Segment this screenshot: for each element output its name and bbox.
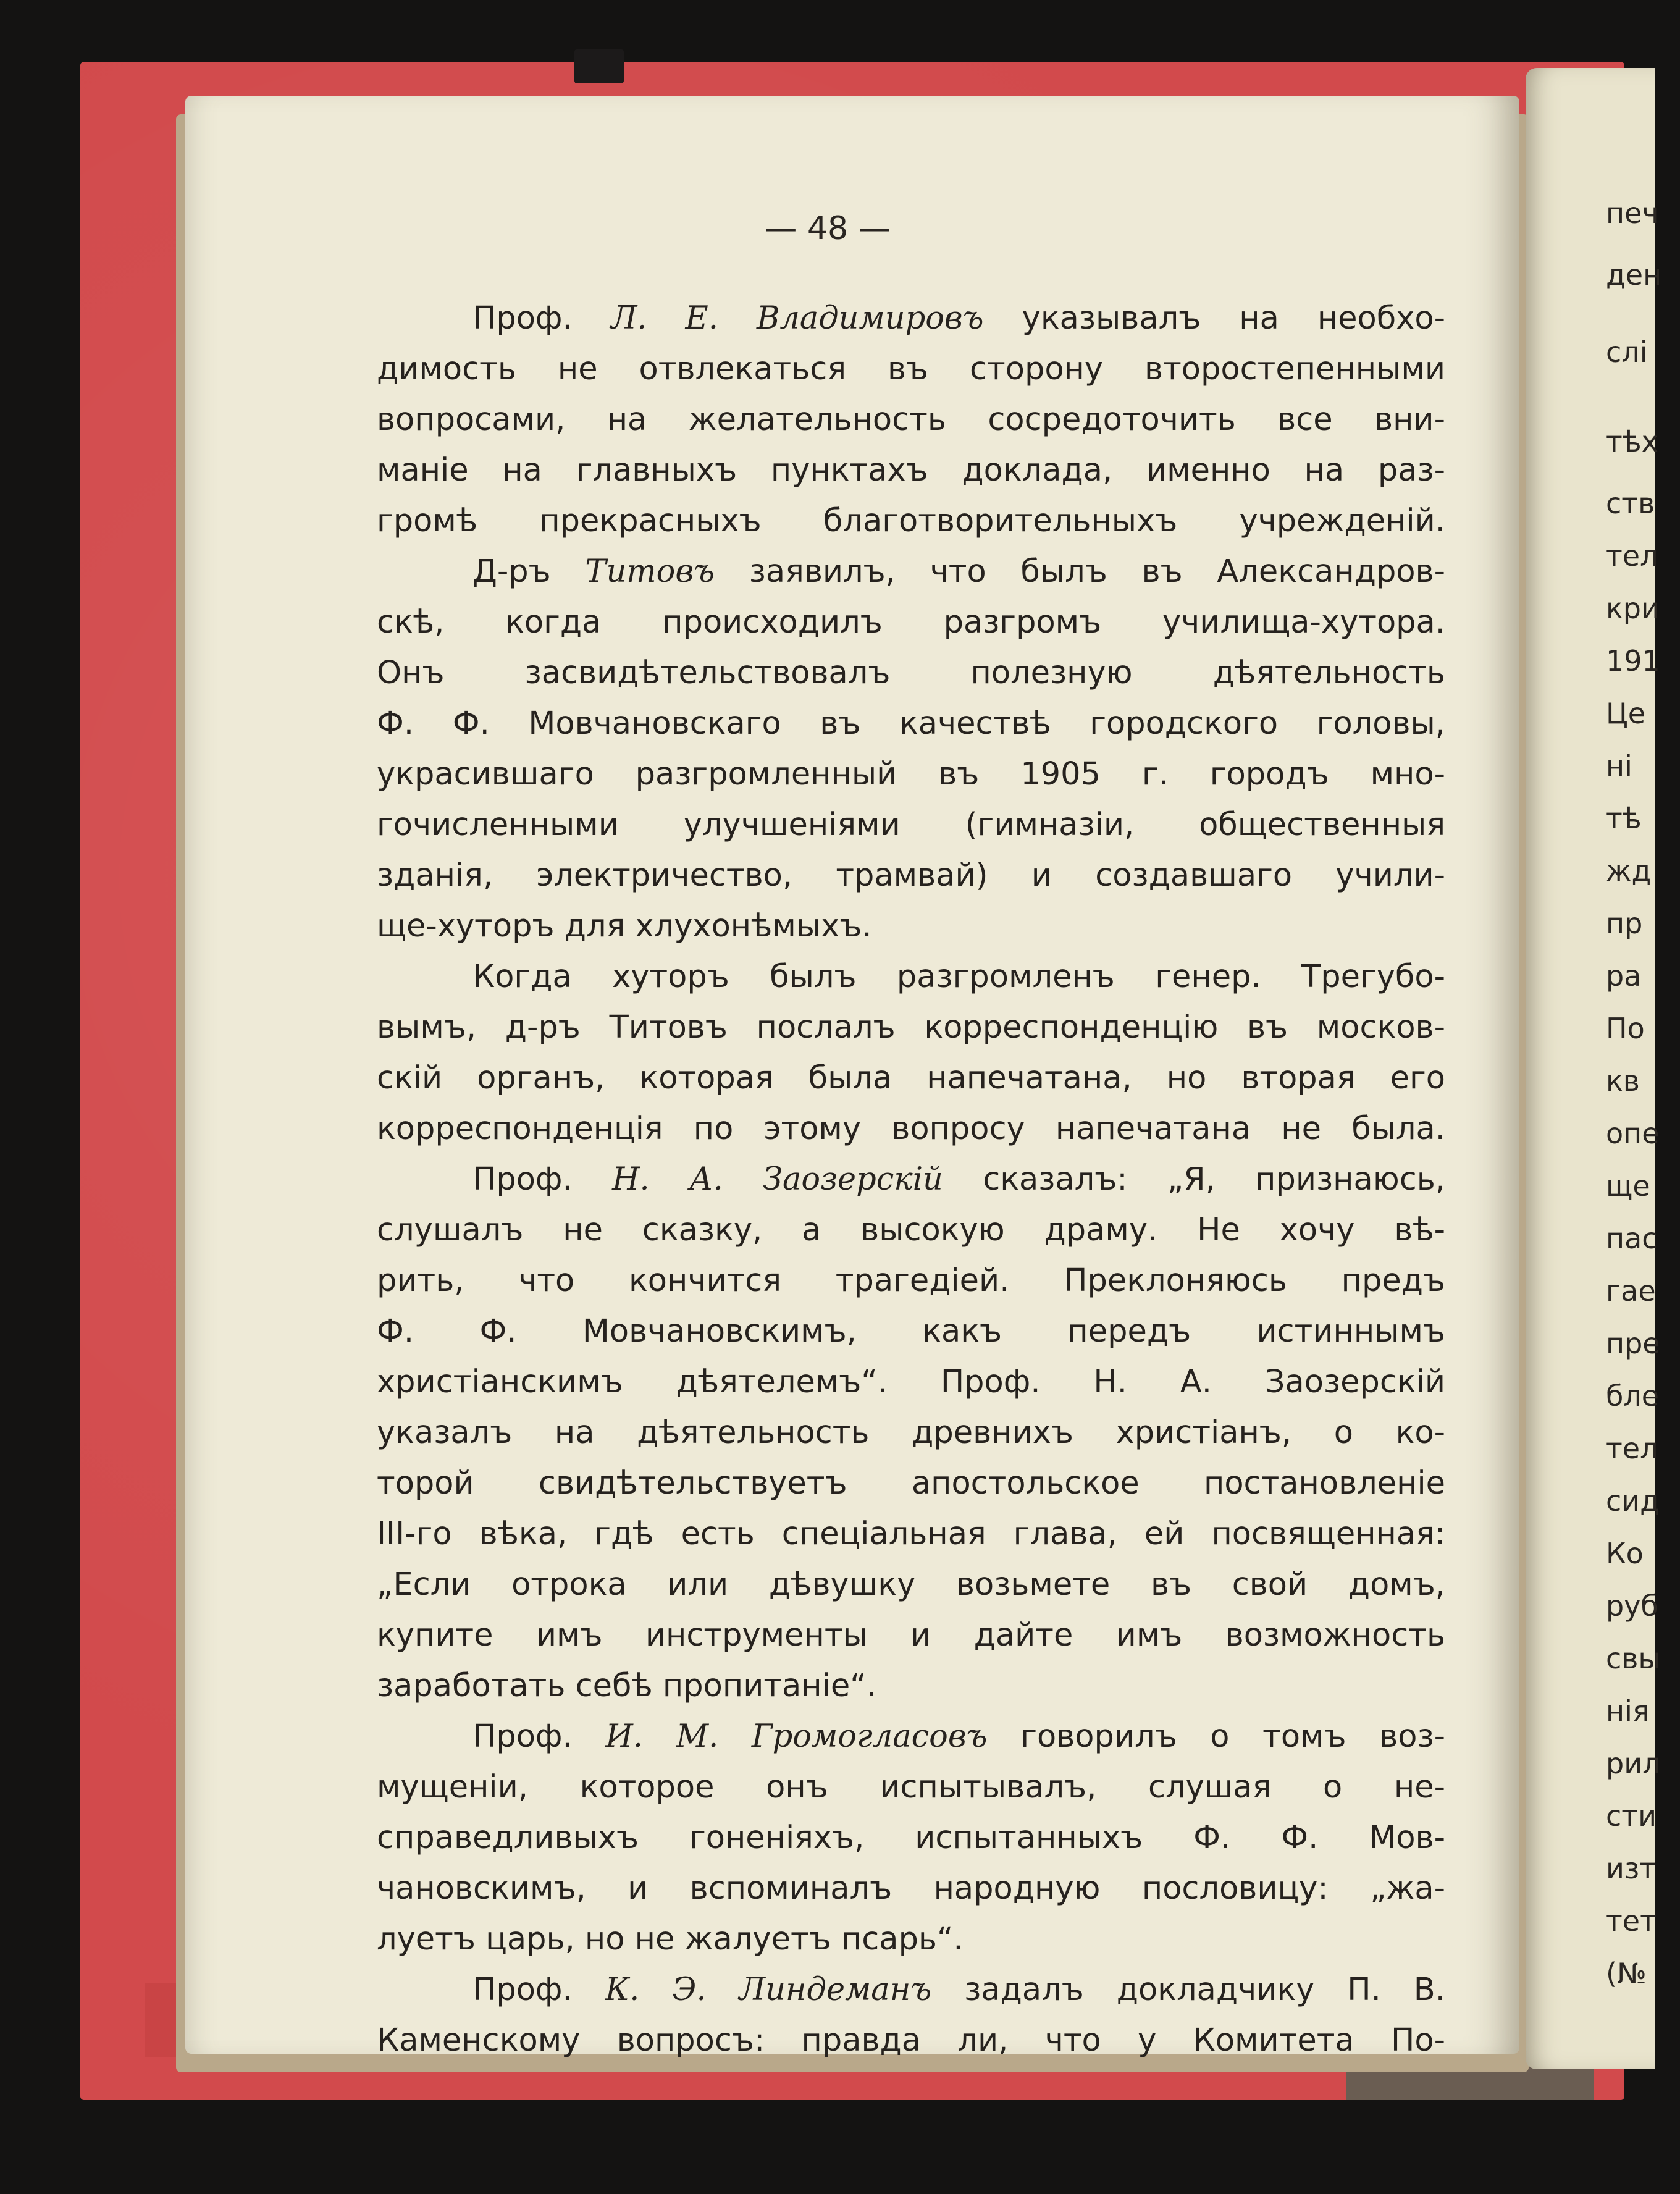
text-run: указывалъ на необхо-: [983, 300, 1445, 337]
facing-page-text-fragment: тѣх: [1606, 425, 1658, 458]
paragraph-first-line: [377, 293, 1445, 344]
text-run: купите имъ инструменты и дайте имъ возможность: [377, 1617, 1445, 1654]
text-line: [377, 1306, 1445, 1357]
text-line: [377, 901, 1445, 952]
text-run: „Если отрока или дѣвушку возьмете въ свой домъ,: [377, 1566, 1445, 1603]
page-body-text: [377, 293, 1445, 2066]
text-run: Ф. Ф. Мовчановскаго въ качествѣ городского головы,: [377, 705, 1445, 742]
text-run: мущеніи, которое онъ испытывалъ, слушая о не-: [377, 1769, 1445, 1805]
facing-page-text-fragment: ра: [1606, 959, 1642, 993]
facing-page-text-fragment: ні: [1606, 749, 1632, 783]
text-run: торой свидѣтельствуетъ апостольское постановленіе: [377, 1465, 1445, 1502]
facing-page-text-fragment: ден: [1606, 258, 1662, 292]
text-line: [377, 597, 1445, 648]
text-run: чановскимъ, и вспоминалъ народную пословицу: „жа-: [377, 1870, 1445, 1907]
text-run: маніе на главныхъ пунктахъ доклада, именно на раз-: [377, 452, 1445, 489]
facing-page-text-fragment: нія: [1606, 1694, 1650, 1728]
text-run: сказалъ: „Я, признаюсь,: [943, 1161, 1445, 1198]
text-line: [377, 1610, 1445, 1661]
facing-page: [1526, 68, 1662, 2069]
text-run: справедливыхъ гоненіяхъ, испытанныхъ Ф. Ф. Мов-: [377, 1820, 1445, 1856]
text-line: [377, 1002, 1445, 1053]
facing-page-text-fragment: слі: [1606, 335, 1648, 369]
facing-page-text-fragment: жд: [1606, 854, 1652, 888]
text-line: [377, 445, 1445, 496]
facing-page-text-fragment: тет: [1606, 1904, 1657, 1938]
paragraph-first-line: [377, 952, 1445, 1002]
text-run: христіанскимъ дѣятелемъ“. Проф. Н. А. Заозерскій: [377, 1364, 1445, 1400]
text-line: [377, 1053, 1445, 1104]
facing-page-text-fragment: кри: [1606, 592, 1660, 625]
facing-page-text-fragment: свы: [1606, 1642, 1661, 1675]
text-line: [377, 1560, 1445, 1610]
text-run: заявилъ, что былъ въ Александров-: [715, 553, 1445, 590]
text-run: указалъ на дѣятельность древнихъ христіанъ, о ко-: [377, 1414, 1445, 1451]
text-line: [377, 1408, 1445, 1458]
facing-page-text-fragment: По: [1606, 1012, 1645, 1045]
text-run: Проф.: [472, 300, 611, 337]
paragraph-first-line: [377, 1154, 1445, 1205]
text-run: III-го вѣка, гдѣ есть спеціальная глава, ей посвященная:: [377, 1516, 1445, 1552]
facing-page-text-fragment: ств: [1606, 487, 1655, 520]
text-line: [377, 699, 1445, 749]
facing-page-text-fragment: опе: [1606, 1117, 1660, 1150]
paragraph-first-line: [377, 547, 1445, 597]
facing-page-text-fragment: 191: [1606, 644, 1660, 678]
text-line: [377, 1762, 1445, 1813]
bookmark-tab: [574, 49, 624, 83]
facing-page-text-fragment: сид: [1606, 1484, 1660, 1518]
facing-page-text-fragment: рил: [1606, 1747, 1661, 1780]
text-line: [377, 749, 1445, 800]
facing-page-text-fragment: тел: [1606, 1432, 1658, 1465]
text-line: [377, 648, 1445, 699]
text-run: скій органъ, которая была напечатана, но вторая его: [377, 1060, 1445, 1096]
text-line: [377, 344, 1445, 395]
text-line: [377, 1357, 1445, 1408]
facing-page-text-fragment: пр: [1606, 907, 1643, 940]
text-run: ще-хуторъ для хлухонѣмыхъ.: [377, 908, 872, 944]
text-line: [377, 851, 1445, 901]
text-run: корреспонденція по этому вопросу напечатана не была.: [377, 1111, 1445, 1147]
facing-page-text-fragment: тѣ: [1606, 802, 1642, 835]
text-run: Онъ засвидѣтельствовалъ полезную дѣятельность: [377, 655, 1445, 691]
text-line: [377, 1205, 1445, 1256]
text-run: Проф.: [472, 1972, 605, 2008]
page-number: — 48 —: [765, 210, 891, 247]
text-run: задалъ докладчику П. В.: [931, 1972, 1446, 2008]
text-run: зданія, электричество, трамвай) и создавшаго учили-: [377, 857, 1445, 894]
text-line: [377, 1509, 1445, 1560]
text-run: громѣ прекрасныхъ благотворительныхъ учрежденій.: [377, 503, 1445, 539]
person-name: Н. А. Заозерскій: [612, 1161, 943, 1198]
text-line: [377, 1914, 1445, 1965]
person-name: Л. Е. Владимировъ: [610, 300, 984, 337]
text-run: рить, что кончится трагедіей. Преклоняюсь предъ: [377, 1263, 1445, 1299]
text-run: луетъ царь, но не жалуетъ псарь“.: [377, 1921, 964, 1957]
facing-page-text-fragment: ще: [1606, 1169, 1650, 1203]
text-run: Когда хуторъ былъ разгромленъ генер. Трегубо-: [472, 959, 1445, 995]
facing-page-text-fragment: печ: [1606, 196, 1659, 230]
text-run: заработать себѣ пропитаніе“.: [377, 1668, 876, 1704]
text-run: вымъ, д-ръ Титовъ послалъ корреспонденцію въ москов-: [377, 1009, 1445, 1046]
facing-page-text-fragment: изт: [1606, 1852, 1657, 1885]
text-line: [377, 800, 1445, 851]
text-line: [377, 1104, 1445, 1154]
text-run: говорилъ о томъ воз-: [987, 1718, 1446, 1755]
paragraph-first-line: [377, 1965, 1445, 2015]
text-line: [377, 1813, 1445, 1864]
text-line: [377, 395, 1445, 445]
facing-page-text-fragment: (№: [1606, 1957, 1647, 1990]
text-run: Д-ръ: [472, 553, 586, 590]
text-run: Ф. Ф. Мовчановскимъ, какъ передъ истиннымъ: [377, 1313, 1445, 1350]
paragraph-first-line: [377, 1712, 1445, 1762]
text-line: [377, 1256, 1445, 1306]
facing-page-text-fragment: тел: [1606, 539, 1658, 573]
text-run: слушалъ не сказку, а высокую драму. Не хочу вѣ-: [377, 1212, 1445, 1248]
text-run: Проф.: [472, 1718, 606, 1755]
text-line: [377, 1458, 1445, 1509]
text-run: вопросами, на желательность сосредоточить все вни-: [377, 401, 1445, 438]
text-line: [377, 1864, 1445, 1914]
text-run: димость не отвлекаться въ сторону второстепенными: [377, 351, 1445, 387]
text-run: гочисленными улучшеніями (гимназіи, общественныя: [377, 807, 1445, 843]
facing-page-text-fragment: бле: [1606, 1379, 1660, 1413]
text-run: скѣ, когда происходилъ разгромъ училища-хутора.: [377, 604, 1445, 641]
facing-page-text-fragment: сти: [1606, 1799, 1657, 1833]
person-name: К. Э. Линдеманъ: [605, 1972, 932, 2008]
facing-page-text-fragment: гае: [1606, 1274, 1656, 1308]
text-line: [377, 1661, 1445, 1712]
facing-page-text-fragment: Ко: [1606, 1537, 1644, 1570]
facing-page-text-fragment: руб: [1606, 1589, 1658, 1623]
text-run: Проф.: [472, 1161, 613, 1198]
facing-page-text-fragment: Це: [1606, 697, 1646, 730]
facing-page-text-fragment: кв: [1606, 1064, 1640, 1098]
text-line: [377, 2015, 1445, 2066]
facing-page-text-fragment: пас: [1606, 1222, 1658, 1255]
person-name: И. М. Громогласовъ: [605, 1718, 988, 1755]
person-name: Титовъ: [585, 553, 715, 590]
text-run: Каменскому вопросъ: правда ли, что у Комитета По-: [377, 2022, 1445, 2059]
text-line: [377, 496, 1445, 547]
facing-page-text-fragment: пре: [1606, 1327, 1660, 1360]
text-run: украсившаго разгромленный въ 1905 г. городъ мно-: [377, 756, 1445, 792]
